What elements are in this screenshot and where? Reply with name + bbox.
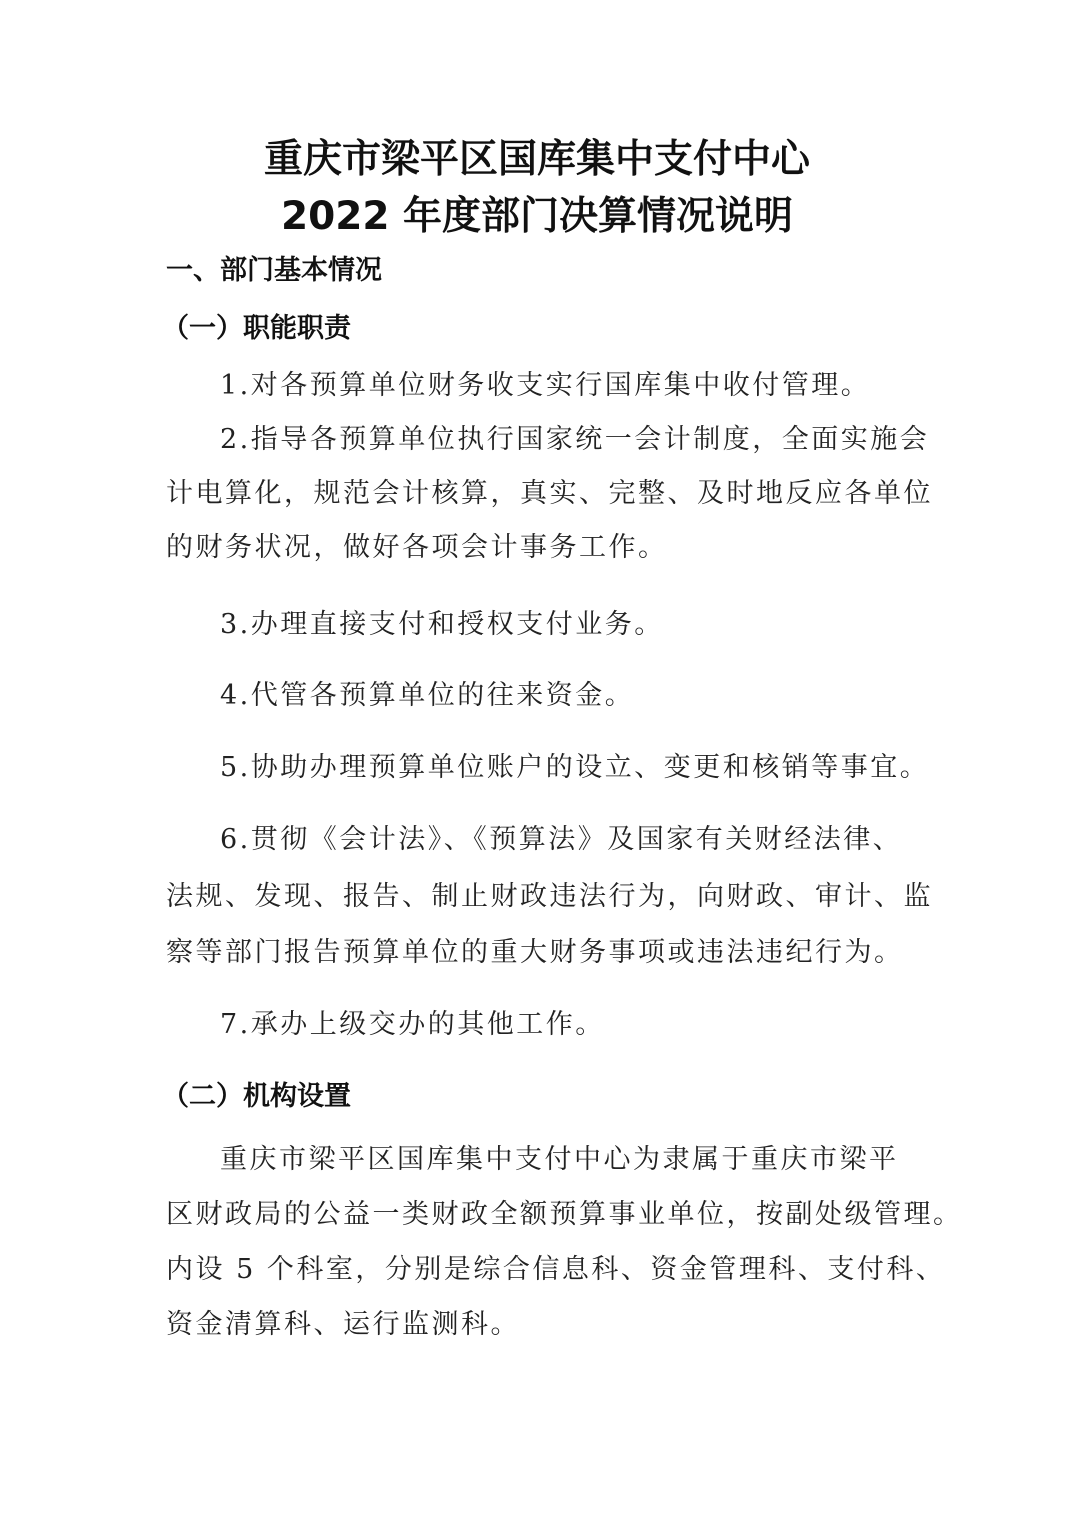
duty-item-2-line2: 计电算化，规范会计核算，真实、完整、及时地反应各单位 (166, 478, 933, 509)
duty-item-5: 5.协助办理预算单位账户的设立、变更和核销等事宜。 (220, 752, 930, 783)
duty-item-3: 3.办理直接支付和授权支付业务。 (220, 609, 664, 640)
duty-item-2-line3: 的财务状况，做好各项会计事务工作。 (166, 532, 668, 563)
document-title-line2: 2022 年度部门决算情况说明 (280, 194, 794, 239)
subsection-heading-duties: （一）职能职责 (162, 313, 351, 344)
duty-item-6-line1: 6.贯彻《会计法》、《预算法》及国家有关财经法律、 (220, 824, 903, 855)
duty-item-1: 1.对各预算单位财务收支实行国库集中收付管理。 (220, 370, 871, 401)
document-title-line1: 重庆市梁平区国库集中支付中心 (263, 137, 810, 182)
section-heading-basic-info: 一、部门基本情况 (166, 255, 382, 286)
duty-item-6-line2: 法规、发现、报告、制止财政违法行为，向财政、审计、监 (166, 881, 933, 912)
subsection-heading-organization: （二）机构设置 (162, 1081, 351, 1112)
org-paragraph-line4: 资金清算科、运行监测科。 (166, 1309, 520, 1340)
org-paragraph-line3: 内设 5 个科室，分别是综合信息科、资金管理科、支付科、 (166, 1254, 946, 1285)
org-paragraph-line1: 重庆市梁平区国库集中支付中心为隶属于重庆市梁平 (220, 1144, 899, 1175)
duty-item-6-line3: 察等部门报告预算单位的重大财务事项或违法违纪行为。 (166, 937, 904, 968)
org-paragraph-line2: 区财政局的公益一类财政全额预算事业单位，按副处级管理。 (166, 1199, 963, 1230)
duty-item-2-line1: 2.指导各预算单位执行国家统一会计制度，全面实施会 (220, 424, 930, 455)
duty-item-7: 7.承办上级交办的其他工作。 (220, 1009, 605, 1040)
duty-item-4: 4.代管各预算单位的往来资金。 (220, 680, 635, 711)
